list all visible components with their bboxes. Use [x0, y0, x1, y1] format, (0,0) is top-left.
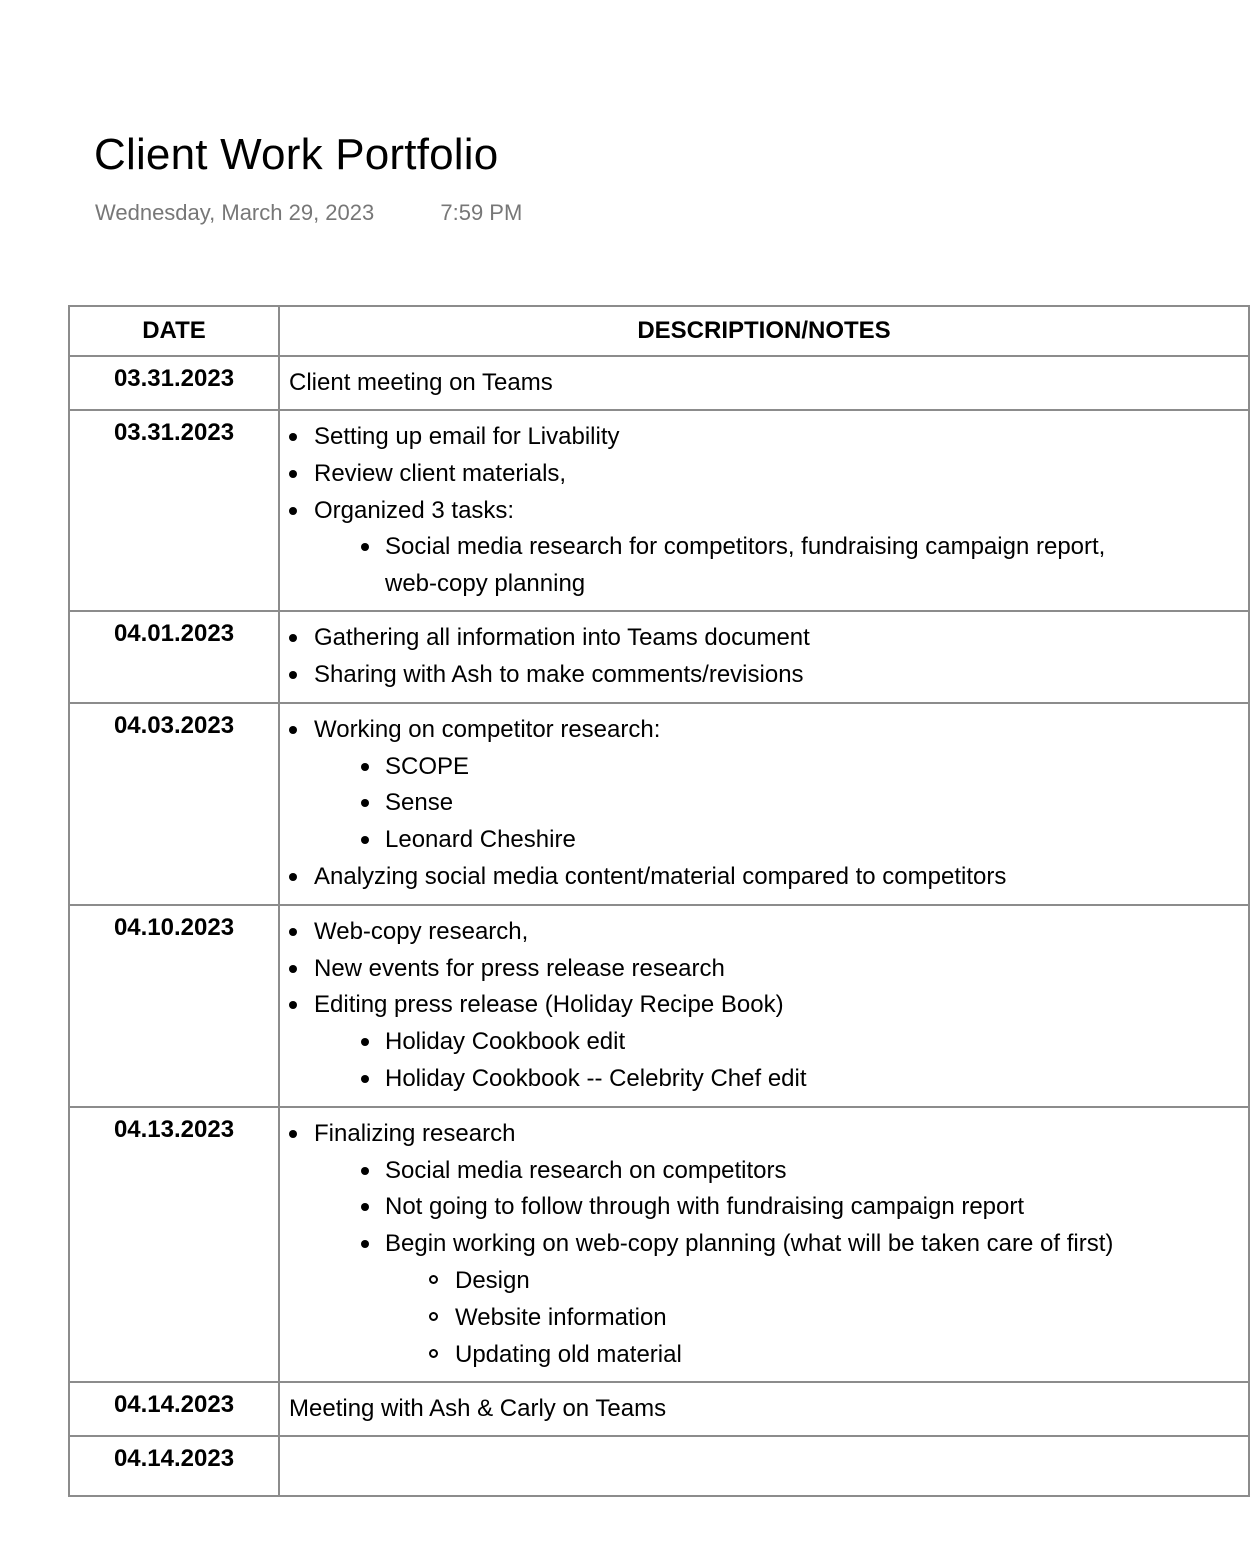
list-item: Sense — [289, 785, 1248, 822]
list-item: Social media research for competitors, fundraising campaign report, — [289, 529, 1248, 566]
row-description — [279, 1107, 1249, 1383]
work-log-table — [68, 305, 1250, 1497]
work-log-table-container — [68, 305, 1200, 1473]
list-item: Review client materials, — [289, 456, 1248, 493]
list-item: Social media research on competitors — [289, 1153, 1248, 1190]
row-date: 03.31.2023 — [69, 410, 279, 611]
table-row — [69, 356, 1249, 410]
list-item: Web-copy research, — [289, 914, 1248, 951]
list-item-continuation: web-copy planning — [385, 570, 586, 598]
row-description — [279, 611, 1249, 703]
table-row — [69, 410, 1249, 611]
table-row — [69, 905, 1249, 1107]
table-row — [69, 1107, 1249, 1383]
table-row — [69, 611, 1249, 703]
table-row — [69, 1436, 1249, 1496]
list-item: Design — [289, 1263, 1248, 1300]
list-item: Leonard Cheshire — [289, 822, 1248, 859]
row-note: Client meeting on Teams — [289, 369, 553, 396]
column-header-description: DESCRIPTION/NOTES — [279, 306, 1249, 356]
list-item: Finalizing research — [289, 1116, 1248, 1153]
row-note: Meeting with Ash & Carly on Teams — [289, 1395, 667, 1423]
list-item: Gathering all information into Teams document — [289, 620, 1248, 657]
page-meta — [95, 200, 522, 226]
row-description — [279, 410, 1249, 611]
list-item: Working on competitor research: — [289, 712, 1248, 749]
table-row — [69, 1382, 1249, 1436]
list-item: Not going to follow through with fundraising campaign report — [289, 1189, 1248, 1226]
list-item: Holiday Cookbook -- Celebrity Chef edit — [289, 1061, 1248, 1098]
column-header-date: DATE — [69, 306, 279, 356]
row-description — [279, 1382, 1249, 1436]
page-time: 7:59 PM — [440, 200, 523, 225]
list-item: Sharing with Ash to make comments/revisions — [289, 657, 1248, 694]
row-date: 04.10.2023 — [69, 905, 279, 1107]
row-date: 04.14.2023 — [69, 1436, 279, 1496]
list-item: Begin working on web-copy planning (what will be taken care of first) — [289, 1226, 1248, 1263]
row-date: 03.31.2023 — [69, 356, 279, 410]
row-description — [279, 1436, 1249, 1496]
page-date: Wednesday, March 29, 2023 — [95, 200, 375, 225]
list-item: Analyzing social media content/material compared to competitors — [289, 859, 1248, 896]
row-description — [279, 703, 1249, 905]
list-item: Holiday Cookbook edit — [289, 1024, 1248, 1061]
list-item: SCOPE — [289, 749, 1248, 786]
table-header-row — [69, 306, 1249, 356]
list-item: Editing press release (Holiday Recipe Book) — [289, 987, 1248, 1024]
row-date: 04.01.2023 — [69, 611, 279, 703]
list-item: Organized 3 tasks: — [289, 493, 1248, 530]
list-item: Updating old material — [289, 1337, 1248, 1374]
table-row — [69, 703, 1249, 905]
list-item: New events for press release research — [289, 951, 1248, 988]
row-description — [279, 356, 1249, 410]
list-item: Website information — [289, 1300, 1248, 1337]
row-date: 04.14.2023 — [69, 1382, 279, 1436]
row-date: 04.03.2023 — [69, 703, 279, 905]
row-description — [279, 905, 1249, 1107]
row-date: 04.13.2023 — [69, 1107, 279, 1383]
page-title: Client Work Portfolio — [94, 130, 499, 179]
list-item: Setting up email for Livability — [289, 419, 1248, 456]
